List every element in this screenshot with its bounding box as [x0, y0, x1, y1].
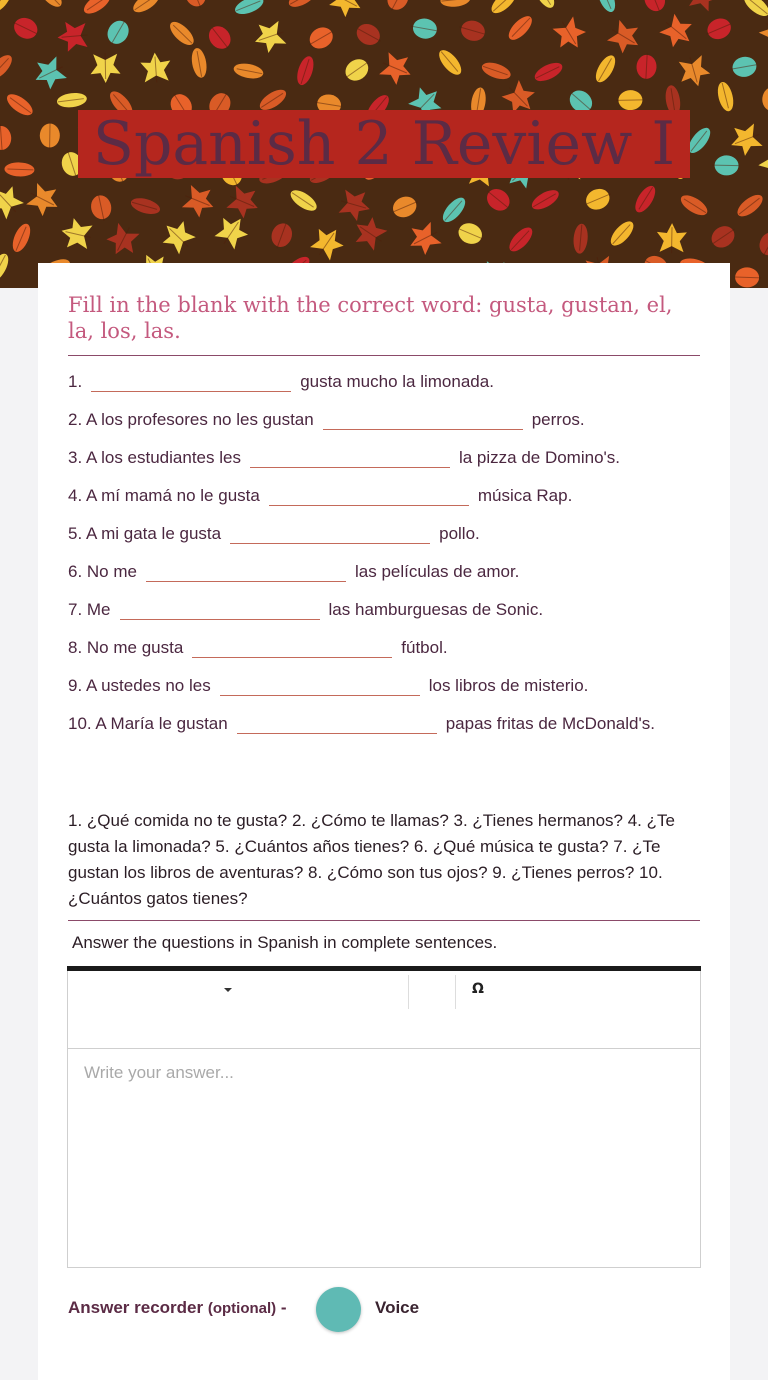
page-title: Spanish 2 Review I	[92, 109, 676, 179]
fill-item-5	[68, 518, 480, 544]
toolbar-separator	[408, 975, 409, 1009]
record-icon[interactable]	[316, 1287, 361, 1332]
divider	[68, 920, 700, 921]
fill-item-3	[68, 442, 620, 468]
fill-item-text-after: música Rap.	[477, 486, 573, 505]
fill-item-text-after: pollo.	[439, 524, 480, 543]
blank-input[interactable]	[230, 521, 430, 544]
blank-input[interactable]	[220, 673, 420, 696]
fill-item-text-before: 10. A María le gustan	[68, 714, 228, 733]
blank-input[interactable]	[192, 635, 392, 658]
question-2-prompt: 1. ¿Qué comida no te gusta? 2. ¿Cómo te llamas? 3. ¿Tienes hermanos? 4. ¿Te gusta la limonada? 5. ¿Cuántos años tienes? 6. ¿Qué música te gusta? 7. ¿Te gustan los libros de aventuras? 8. ¿Cómo son tus ojos? 9. ¿Tienes perros? 10. ¿Cuántos gatos tienes?	[68, 811, 675, 908]
fill-item-text-before: 5. A mi gata le gusta	[68, 524, 222, 543]
recorder-dash: -	[280, 1298, 287, 1317]
fill-item-text-before: 2. A los profesores no les gustan	[68, 410, 314, 429]
fill-item-text-after: la pizza de Domino's.	[458, 448, 620, 467]
blank-input[interactable]	[146, 559, 346, 582]
voice-label: Voice	[375, 1298, 420, 1317]
fill-item-text-before: 6. No me	[68, 562, 137, 581]
fill-item-text-before: 1.	[68, 372, 83, 391]
fill-item-text-after: perros.	[531, 410, 585, 429]
fill-item-text-after: fútbol.	[401, 638, 448, 657]
fill-item-text-after: las películas de amor.	[354, 562, 520, 581]
fill-item-1	[68, 366, 494, 392]
title-box	[78, 110, 690, 178]
fill-item-9	[68, 670, 588, 696]
rich-text-editor	[67, 966, 701, 1268]
fill-item-7	[68, 594, 543, 620]
fill-item-text-before: 9. A ustedes no les	[68, 676, 211, 695]
dropdown-caret-icon[interactable]	[224, 988, 232, 992]
divider	[68, 355, 700, 356]
fill-item-8	[68, 632, 448, 658]
answer-recorder-label	[68, 1298, 287, 1318]
fill-item-2	[68, 404, 585, 430]
fill-item-text-before: 4. A mí mamá no le gusta	[68, 486, 260, 505]
recorder-optional-text: (optional)	[207, 1300, 277, 1317]
toolbar-separator	[455, 975, 456, 1009]
fill-item-text-after: las hamburguesas de Sonic.	[328, 600, 544, 619]
fill-item-4	[68, 480, 572, 506]
blank-input[interactable]	[120, 597, 320, 620]
editor-toolbar	[68, 971, 700, 1049]
fill-item-6	[68, 556, 519, 582]
answer-input[interactable]	[84, 1063, 684, 1243]
fill-item-text-before: 3. A los estudiantes les	[68, 448, 241, 467]
blank-input[interactable]	[250, 445, 450, 468]
header-banner	[0, 0, 768, 288]
question-1-instruction: Fill in the blank with the correct word: gusta, gustan, el, la, los, las.	[68, 293, 673, 343]
blank-input[interactable]	[237, 711, 437, 734]
blank-input[interactable]	[323, 407, 523, 430]
recorder-label-text: Answer recorder	[68, 1298, 204, 1317]
blank-input[interactable]	[91, 369, 291, 392]
fill-item-text-before: 8. No me gusta	[68, 638, 184, 657]
blank-input[interactable]	[269, 483, 469, 506]
fill-item-text-after: gusta mucho la limonada.	[300, 372, 494, 391]
fill-item-10	[68, 708, 655, 734]
fill-item-text-after: los libros de misterio.	[428, 676, 589, 695]
question-2-instruction: Answer the questions in Spanish in complete sentences.	[72, 933, 498, 952]
fill-item-text-after: papas fritas de McDonald's.	[445, 714, 655, 733]
fill-item-text-before: 7. Me	[68, 600, 111, 619]
omega-icon[interactable]: Ω	[472, 981, 484, 997]
